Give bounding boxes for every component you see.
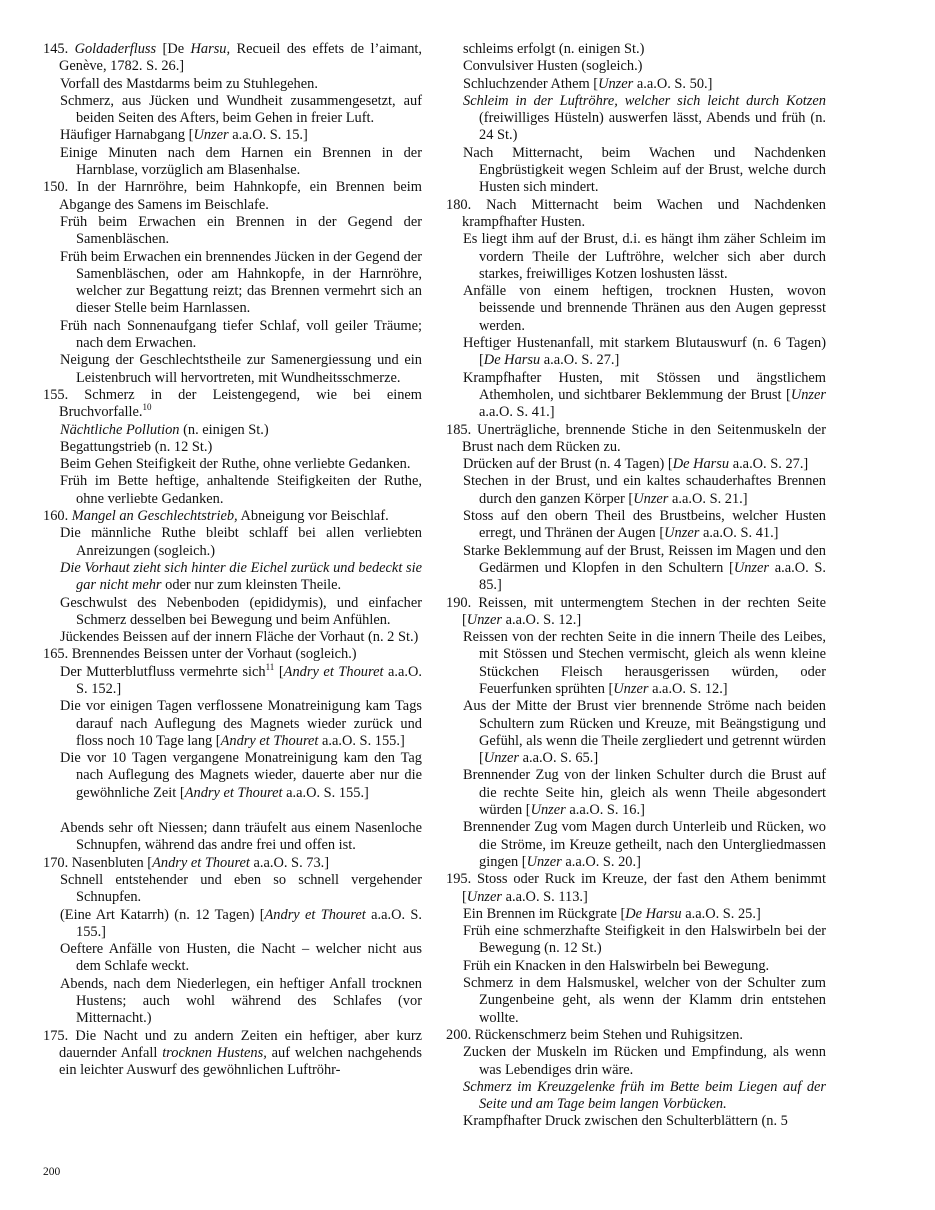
entry-text: [ (274, 663, 284, 680)
symptom-entry (446, 41, 826, 58)
entry-text: (freiwilliges Hüsteln) auswerfen lässt, Abends und früh (n. 24 St.) (479, 110, 826, 144)
italic-text: Andry et Thouret (283, 663, 384, 680)
italic-text: Unzer (193, 127, 229, 144)
entry-text: 145. (43, 41, 75, 57)
italic-text: Mangel an Geschlechtstrieb, (71, 508, 238, 525)
entry-text: Neigung der Geschlechtstheile zur Samenergiessung und ein Leistenbruch will hervortreten, mit Wundheitsschmerze. (60, 352, 422, 386)
symptom-entry (43, 976, 422, 1028)
entry-text: Früh beim Erwachen ein Brennen in der Gegend der Samenbläschen. (60, 213, 422, 248)
entry-text: Abneigung vor Beischlaf. (237, 508, 389, 525)
entry-text: Aus der Mitte der Brust vier brennende Ströme nach beiden Schultern zum Rücken und Kreuze, mit Beängstigung und Gefühl, als wenn die Theile zergliedert und getrennt würden [ (463, 698, 826, 767)
italic-text: Unzer (526, 853, 562, 870)
italic-text: trocknen Hustens, (162, 1044, 267, 1061)
entry-text: Convulsiver Husten (sogleich.) (463, 58, 643, 75)
symptom-entry (43, 820, 422, 855)
entry-text: 150. In der Harnröhre, beim Hahnkopfe, ein Brennen beim Abgange des Samens im Beischlafe. (43, 179, 422, 213)
italic-text: Andry et Thouret (220, 732, 319, 749)
symptom-entry (446, 76, 826, 93)
italic-text: Die Vorhaut zieht sich hinter die Eichel zurück und bedeckt sie gar nicht mehr (60, 559, 422, 594)
entry-text: a.a.O. S. 27.] (729, 456, 809, 473)
italic-text: Unzer (483, 750, 519, 767)
entry-text: Recueil des effets de l’aimant, Genève, 1782. S. 26.] (59, 41, 422, 75)
entry-text: a.a.O. S. 155.] (282, 784, 369, 801)
symptom-entry (446, 473, 826, 508)
entry-text: Einige Minuten nach dem Harnen ein Brennen in der Harnblase, vorzüglich am Blasenhalse. (60, 144, 422, 179)
symptom-entry (43, 661, 423, 699)
symptom-entry (446, 629, 826, 698)
italic-text: Unzer (633, 490, 669, 507)
symptom-entry (43, 508, 422, 525)
entry-text: Schmerz in dem Halsmuskel, welcher von der Schulter zum Zungenbeine geht, als wenn der Klamm drin entstehen wollte. (463, 975, 826, 1026)
symptom-entry (446, 595, 826, 630)
italic-text: Andry et Thouret (184, 784, 283, 801)
italic-text: Schleim in der Luftröhre, welcher sich leicht durch Kotzen (463, 92, 826, 109)
entry-text: a.a.O. S. 41.] (479, 404, 555, 421)
entry-text: a.a.O. S. 15.] (228, 127, 308, 144)
entry-text: [De (156, 41, 191, 57)
symptom-entry (43, 456, 422, 473)
entry-text: Vorfall des Mastdarms beim zu Stuhlegehen. (60, 75, 318, 92)
symptom-entry (43, 214, 422, 249)
right-column (446, 41, 826, 1131)
entry-text: Früh eine schmerzhafte Steifigkeit in den Halswirbeln bei der Bewegung (n. 12 St.) (463, 923, 826, 957)
symptom-entry (43, 249, 422, 318)
italic-text: Andry et Thouret (152, 854, 250, 871)
symptom-entry (446, 508, 826, 543)
entry-text: a.a.O. S. 73.] (249, 854, 330, 871)
entry-text: Der Mutterblutfluss vermehrte sich (60, 663, 266, 680)
symptom-entry (43, 750, 422, 802)
entry-text: a.a.O. S. 20.] (561, 853, 641, 870)
entry-text: Früh ein Knacken in den Halswirbeln bei Bewegung. (463, 957, 770, 974)
symptom-entry (446, 422, 826, 457)
entry-text: Krampfhafter Husten, mit Stössen und ängstlichem Athemholen, und sichtbarer Beklemmung der Brust [ (463, 369, 826, 403)
entry-text: 195. Stoss oder Ruck im Kreuze, der fast den Athem benimmt [ (446, 871, 826, 905)
entry-text: Brennender Zug von der linken Schulter durch die Brust auf die rechte Seite hin, gleich als wenn Theile abgesondert würden [ (463, 767, 826, 819)
entry-text: a.a.O. S. 152.] (76, 663, 423, 697)
footnote-marker: 11 (265, 661, 275, 672)
entry-text: Früh im Bette heftige, anhaltende Steifigkeiten der Ruthe, ohne verliebte Gedanken. (60, 473, 422, 507)
symptom-entry (43, 907, 422, 942)
entry-text: Früh nach Sonnenaufgang tiefer Schlaf, voll geiler Träume; nach dem Erwachen. (60, 317, 422, 352)
symptom-entry (43, 629, 422, 646)
entry-text: auf welchen nachgehends ein leichter Auswurf des gewöhnlichen Luftröhr- (59, 1044, 422, 1079)
symptom-entry (446, 958, 826, 975)
entry-text: Häufiger Harnabgang [ (60, 127, 194, 144)
entry-text: 200. Rückenschmerz beim Stehen und Ruhigsitzen. (446, 1026, 743, 1043)
symptom-entry (446, 370, 826, 422)
symptom-entry (43, 76, 422, 93)
entry-text: Nach Mitternacht, beim Wachen und Nachdenken Engbrüstigkeit wegen Schleim auf der Brust, welche durch Husten sich mindert. (463, 144, 826, 196)
symptom-entry (43, 872, 422, 907)
entry-text: a.a.O. S. 155.] (318, 732, 405, 749)
page-number: 200 (43, 1166, 61, 1178)
italic-text: Unzer (664, 525, 700, 542)
italic-text: Unzer (530, 802, 566, 819)
entry-text: a.a.O. S. 12.] (501, 611, 582, 628)
symptom-entry (43, 41, 422, 76)
symptom-entry (43, 145, 422, 180)
symptom-entry (43, 525, 422, 560)
italic-text: Unzer (466, 888, 502, 905)
entry-text: Beim Gehen Steifigkeit der Ruthe, ohne verliebte Gedanken. (60, 456, 411, 473)
entry-text: 180. Nach Mitternacht beim Wachen und Nachdenken krampfhafter Husten. (446, 196, 826, 230)
entry-text: 185. Unerträgliche, brennende Stiche in den Seitenmuskeln der Brust nach dem Rücken zu. (446, 421, 826, 455)
symptom-entry (446, 283, 826, 335)
symptom-entry (446, 871, 826, 906)
symptom-entry (43, 93, 422, 128)
entry-text: Stoss auf den obern Theil des Brustbeins, welcher Husten erregt, und Thränen der Augen [ (463, 508, 826, 542)
symptom-entry (446, 543, 826, 595)
symptom-entry (446, 456, 826, 473)
entry-text: Krampfhafter Druck zwischen den Schulterblättern (n. 5 (463, 1113, 788, 1130)
entry-text: (n. einigen St.) (179, 421, 269, 438)
entry-text: 190. Reissen, mit untermengtem Stechen in der rechten Seite [ (446, 594, 826, 628)
entry-text: Stechen in der Brust, und ein kaltes schauderhaftes Brennen durch den ganzen Körper [ (463, 473, 826, 507)
entry-text: Brennender Zug vom Magen durch Unterleib und Rücken, wo die Ströme, im Kreuze getheilt, nach den Untergliedmassen gingen [ (463, 819, 826, 870)
entry-text: Abends sehr oft Niessen; dann träufelt aus einem Nasenloche Schnupfen, während das andre frei und offen ist. (60, 820, 422, 854)
italic-text: Andry et Thouret (264, 906, 366, 923)
entry-text: Schluchzender Athem [ (463, 75, 599, 92)
entry-text: Zucken der Muskeln im Rücken und Empfindung, als wenn was Lebendiges drin wäre. (463, 1044, 826, 1078)
symptom-entry (446, 1044, 826, 1079)
italic-text: Schmerz im Kreuzgelenke früh im Bette beim Liegen auf der Seite und am Tage beim langen Vorbücken. (463, 1078, 826, 1113)
symptom-entry (43, 439, 422, 456)
entry-text: a.a.O. S. 155.] (76, 906, 423, 940)
entry-text: Die männliche Ruthe bleibt schlaff bei allen verliebten Anreizungen (sogleich.) (60, 525, 422, 559)
entry-text: Die vor einigen Tagen verflossene Monatreinigung kam Tags darauf nach Auflegung des Magnets wieder zurück und floss noch 10 Tage lang [ (60, 698, 422, 749)
symptom-entry (43, 698, 422, 750)
entry-text: (Eine Art Katarrh) (n. 12 Tagen) [ (60, 906, 265, 923)
symptom-entry (43, 179, 422, 214)
symptom-entry (446, 698, 826, 767)
symptom-entry (446, 1079, 826, 1114)
entry-text: Starke Beklemmung auf der Brust, Reissen im Magen und den Gedärmen und Klopfen in den Schultern [ (463, 542, 826, 576)
symptom-entry (446, 1113, 826, 1130)
symptom-entry (43, 595, 422, 630)
entry-text: oder nur zum kleinsten Theile. (161, 577, 342, 594)
entry-text: 175. Die Nacht und zu andern Zeiten ein heftiger, aber kurz dauernder Anfall (43, 1027, 422, 1061)
symptom-entry (43, 352, 422, 387)
entry-text: a.a.O. S. 12.] (648, 680, 728, 697)
symptom-entry (446, 58, 826, 75)
italic-text: De Harsu (483, 352, 541, 369)
italic-text: Unzer (466, 611, 502, 628)
entry-text: Anfälle von einem heftigen, trocknen Husten, wovon beissende und brennende Thränen aus den Augen gepresst werden. (463, 283, 826, 334)
symptom-entry (43, 127, 422, 144)
italic-text: Unzer (598, 75, 634, 92)
symptom-entry (43, 318, 422, 353)
italic-text: Unzer (790, 386, 826, 403)
entry-text: 165. Brennendes Beissen unter der Vorhaut (sogleich.) (43, 646, 357, 663)
entry-text: 160. (43, 508, 72, 525)
entry-text: 170. Nasenbluten [ (43, 854, 153, 871)
footnote-marker: 10 (142, 402, 152, 413)
symptom-entry (43, 941, 422, 976)
italic-text: De Harsu (625, 905, 682, 922)
entry-text: a.a.O. S. 21.] (668, 490, 748, 507)
symptom-entry (446, 767, 826, 819)
entry-text: Geschwulst des Nebenboden (epididymis), und einfacher Schmerz desselben bei Bewegung und beim Anfühlen. (60, 594, 422, 628)
symptom-entry (43, 855, 422, 872)
entry-text: Die vor 10 Tagen vergangene Monatreinigung kam den Tag nach Auflegung des Magnets wieder, dauerte aber nur die gewöhnliche Zeit [ (60, 750, 422, 801)
symptom-entry (446, 93, 826, 145)
entry-text: a.a.O. S. 27.] (540, 352, 620, 369)
entry-text: Abends, nach dem Niederlegen, ein heftiger Anfall trocknen Hustens; auch wohl während des Schlafes (vor Mitternacht.) (60, 975, 422, 1027)
symptom-entry (43, 646, 422, 663)
symptom-entry (446, 145, 826, 197)
symptom-entry (43, 1028, 422, 1080)
entry-text: Ein Brennen im Rückgrate [ (463, 905, 626, 922)
symptom-entry (446, 923, 826, 958)
entry-text: Schmerz, aus Jücken und Wundheit zusammengesetzt, auf beiden Seiten des Afters, beim Gehen in freier Luft. (60, 92, 422, 127)
italic-text: De Harsu (672, 456, 730, 473)
entry-text: Oeftere Anfälle von Husten, die Nacht – welcher nicht aus dem Schlafe weckt. (60, 941, 422, 975)
entry-text: Begattungstrieb (n. 12 St.) (60, 438, 213, 455)
italic-text: Unzer (733, 559, 770, 576)
symptom-entry (43, 473, 422, 508)
entry-text: Schnell entstehender und eben so schnell vergehender Schnupfen. (60, 871, 422, 906)
italic-text: Harsu, (190, 41, 231, 57)
symptom-entry (43, 387, 422, 422)
entry-text: a.a.O. S. 50.] (633, 75, 713, 92)
symptom-entry (446, 231, 826, 283)
symptom-entry (446, 906, 826, 923)
entry-text: a.a.O. S. 25.] (681, 905, 761, 922)
entry-text: Früh beim Erwachen ein brennendes Jücken in der Gegend der Samenbläschen, oder am Hahnkopfe, in der Harnröhre, welcher zur Begattung reizt; das Brennen vermehrt sich an dieser Stelle beim Harnlassen. (60, 248, 422, 317)
italic-text: Goldaderfluss (74, 41, 157, 57)
entry-text: Heftiger Hustenanfall, mit starkem Blutauswurf (n. 6 Tagen) [ (463, 335, 826, 369)
entry-text: schleims erfolgt (n. einigen St.) (463, 41, 645, 57)
entry-text: a.a.O. S. 41.] (699, 525, 779, 542)
entry-text: Reissen von der rechten Seite in die innern Theile des Leibes, mit Stössen und Stechen vermischt, gleich als wenn kleine Stückchen Fleisch herausgerissen würden, oder Feuerfunken sprühten [ (463, 629, 826, 697)
symptom-entry (446, 975, 826, 1027)
symptom-entry (446, 819, 826, 871)
entry-text: Drücken auf der Brust (n. 4 Tagen) [ (463, 456, 673, 473)
entry-text: Jückendes Beissen auf der innern Fläche der Vorhaut (n. 2 St.) (60, 629, 419, 646)
symptom-entry (446, 335, 826, 370)
entry-text: a.a.O. S. 113.] (501, 888, 588, 905)
symptom-entry (43, 560, 422, 595)
entry-text: 155. Schmerz in der Leistengegend, wie bei einem Bruchvorfalle. (43, 386, 422, 421)
blank-line (43, 802, 422, 820)
entry-text: a.a.O. S. 65.] (518, 750, 599, 767)
entry-text: Es liegt ihm auf der Brust, d.i. es hängt ihm zäher Schleim im vordern Theile der Luftröhre, welcher sich aber durch starkes, freiwilliges Kotzen loshusten lässt. (463, 231, 826, 282)
symptom-entry (446, 197, 826, 232)
entry-text: a.a.O. S. 85.] (479, 559, 826, 594)
entry-text: a.a.O. S. 16.] (565, 802, 645, 819)
symptom-entry (43, 422, 422, 439)
italic-text: Nächtliche Pollution (60, 421, 180, 438)
left-column (43, 41, 422, 1080)
italic-text: Unzer (613, 680, 649, 697)
symptom-entry (446, 1027, 826, 1044)
